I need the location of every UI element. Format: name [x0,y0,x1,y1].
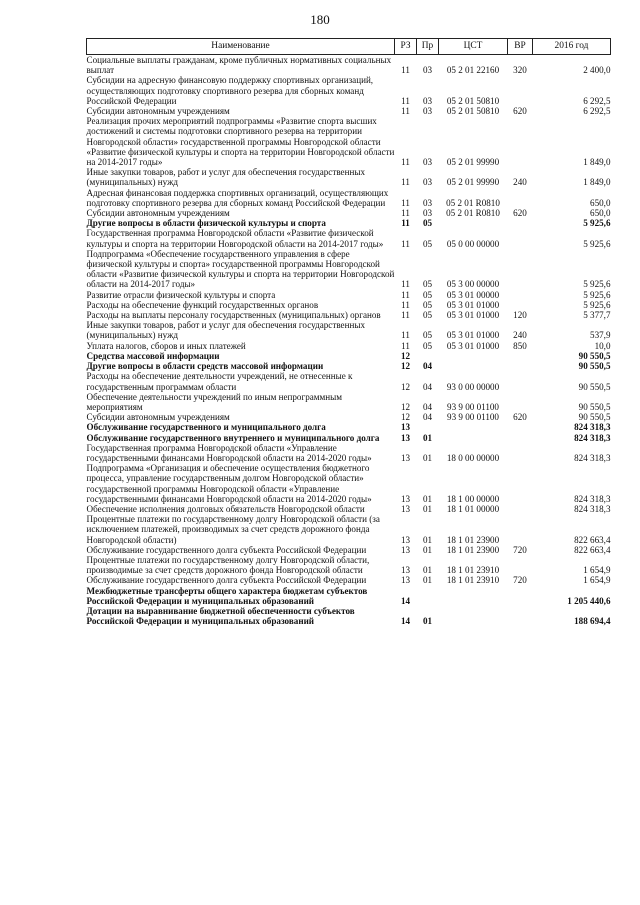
row-vr [508,392,533,412]
row-cst: 05 3 01 01000 [446,299,500,310]
row-pr: 05 [422,310,433,321]
header-sum: 2016 год [533,39,611,55]
row-amount: 2 400,0 [583,65,611,76]
table-row [87,606,611,626]
row-name: Процентные платежи по государственному долгу Новгородской области, производимые за счет средств дорожного фонда Новгородской области [86,554,370,576]
row-vr [508,443,533,463]
row-pr: 05 [422,238,433,249]
row-pr: 03 [422,177,433,188]
row-name: Расходы на выплаты персоналу государственных (муниципальных) органов [86,310,381,321]
row-cst: 18 1 01 23910 [446,575,500,586]
row-pr: 05 [422,330,433,341]
row-rz: 13 [400,565,411,576]
row-pr: 01 [422,565,433,576]
row-rz: 12 [400,381,411,392]
table-row [87,290,611,300]
row-cst: 05 2 01 50810 [446,95,500,106]
row-amount: 537,9 [590,330,611,341]
row-cst: 18 1 00 00000 [446,493,500,504]
row-pr: 01 [422,432,433,443]
row-name: Обслуживание государственного внутреннего и муниципального долга [86,432,380,443]
row-rz: 11 [401,95,410,106]
row-rz: 11 [401,238,410,249]
table-row [87,555,611,575]
row-cst [439,606,508,626]
row-pr: 04 [422,401,433,412]
table-row [87,412,611,422]
row-cst: 93 9 00 01100 [447,401,499,412]
row-vr: 240 [513,177,527,188]
row-cst: 05 3 01 00000 [446,289,500,300]
row-pr: 03 [422,157,433,168]
row-vr: 120 [513,310,527,321]
row-cst: 05 3 01 01000 [446,340,500,351]
row-cst [439,433,508,443]
row-name: Расходы на обеспечение функций государственных органов [86,299,319,310]
row-cst: 05 2 01 22160 [446,65,500,76]
page-number: 180 [310,12,330,27]
row-name: Уплата налогов, сборов и иных платежей [86,340,246,351]
row-amount: 822 663,4 [574,544,611,555]
row-rz: 11 [401,218,410,229]
row-cst: 05 0 00 00000 [446,238,500,249]
row-cst: 05 3 00 00000 [446,279,500,290]
table-row [87,351,611,361]
row-vr: 620 [513,106,527,117]
row-cst: 05 3 01 01000 [446,310,500,321]
row-amount: 1 205 440,6 [567,595,611,606]
row-vr: 620 [513,412,527,423]
row-rz: 11 [401,106,410,117]
table-row [87,545,611,555]
row-cst [439,586,508,606]
row-vr [508,351,533,361]
row-vr [508,422,533,432]
table-row [87,300,611,310]
row-pr: 05 [422,289,433,300]
row-rz: 11 [401,177,410,188]
row-name: Социальные выплаты гражданам, кроме публичных нормативных социальных выплат [86,55,392,76]
row-vr: 320 [513,65,527,76]
row-amount: 1 654,9 [583,565,611,576]
row-pr: 01 [422,452,433,463]
row-rz: 12 [400,401,411,412]
row-amount: 90 550,5 [578,401,611,412]
row-amount: 1 849,0 [583,177,611,188]
table-row [87,320,611,340]
row-rz: 11 [401,330,410,341]
row-cst: 05 3 01 01000 [446,330,500,341]
row-cst: 18 1 01 00000 [446,503,500,514]
row-rz: 11 [401,340,410,351]
row-name: Процентные платежи по государственному долгу Новгородской области (за исключением платежей, производимых за счет средств дорожного фонда Новгородской области) [86,514,380,545]
row-rz: 13 [400,452,411,463]
row-pr [417,586,439,606]
row-rz: 11 [401,208,410,219]
row-rz: 12 [400,412,411,423]
row-name: Подпрограмма «Обеспечение государственного управления в сфере физической культуры и спорта» государственной программы Новгородской области «Развитие физической культуры и спорта на территории Новгородской области на 2014-2017 годы» [86,248,395,290]
row-cst: 93 0 00 00000 [446,381,500,392]
row-rz: 13 [400,422,411,433]
row-vr: 720 [513,575,527,586]
table-row [87,586,611,606]
row-pr: 01 [422,503,433,514]
row-cst: 18 1 01 23900 [446,544,500,555]
row-name: Развитие отрасли физической культуры и спорта [86,289,276,300]
row-vr [508,361,533,371]
table-row [87,116,611,167]
row-name: Обеспечение деятельности учреждений по иным непрограммным мероприятиям [86,391,343,412]
row-vr [508,218,533,228]
row-name: Другие вопросы в области физической культуры и спорта [86,218,326,229]
budget-table [86,38,611,626]
table-row [87,167,611,187]
row-amount: 650,0 [590,208,611,219]
row-pr: 01 [422,575,433,586]
row-rz: 13 [400,432,411,443]
table-row [87,443,611,463]
header-vr: ВР [508,39,533,55]
row-amount: 822 663,4 [574,534,611,545]
row-name: Обслуживание государственного долга субъекта Российской Федерации [86,544,367,555]
table-row [87,422,611,432]
row-rz: 11 [401,299,410,310]
row-pr: 04 [422,381,433,392]
row-amount: 824 318,3 [574,452,611,463]
row-vr [508,371,533,391]
row-amount: 6 292,5 [583,106,611,117]
table-row [87,341,611,351]
row-amount: 5 925,6 [583,299,611,310]
row-pr: 05 [422,279,433,290]
row-cst: 05 2 01 99990 [446,157,500,168]
row-amount: 90 550,5 [578,412,611,423]
row-vr [508,116,533,167]
table-row [87,55,611,76]
row-pr: 01 [422,493,433,504]
table-row [87,310,611,320]
row-rz: 13 [400,503,411,514]
row-amount: 824 318,3 [574,422,611,433]
table-row [87,75,611,106]
row-vr [508,555,533,575]
row-vr [508,290,533,300]
row-vr [508,463,533,504]
row-pr: 03 [422,95,433,106]
row-vr [508,75,533,106]
table-row [87,433,611,443]
row-amount: 5 925,6 [583,218,611,229]
row-pr: 01 [422,616,433,627]
row-name: Обслуживание государственного долга субъекта Российской Федерации [86,575,367,586]
row-rz: 11 [401,279,410,290]
table-row [87,188,611,208]
row-cst [439,351,508,361]
row-amount: 650,0 [590,197,611,208]
row-amount: 10,0 [594,340,611,351]
row-amount: 1 654,9 [583,575,611,586]
row-amount: 5 925,6 [583,238,611,249]
row-vr [508,514,533,545]
row-vr: 720 [513,544,527,555]
row-rz: 14 [400,616,411,627]
row-name: Средства массовой информации [86,350,220,361]
row-name: Субсидии на адресную финансовую поддержку спортивных организаций, осуществляющих подготовку спортивного резерва для сборных команд Российской Федерации [86,75,374,106]
row-cst: 18 0 00 00000 [446,452,500,463]
row-cst [439,422,508,432]
row-name: Государственная программа Новгородской области «Развитие физической культуры и спорта на территории Новгородской области на 2014-2017 годы» [86,228,384,249]
row-vr [508,249,533,290]
table-row [87,249,611,290]
row-cst: 05 2 01 R0810 [446,197,500,208]
table-header-row [87,39,611,55]
row-rz: 11 [401,65,410,76]
row-rz: 11 [401,289,410,300]
table-row [87,218,611,228]
row-rz: 11 [401,157,410,168]
row-cst: 05 2 01 99990 [446,177,500,188]
row-pr: 03 [422,106,433,117]
row-vr [508,433,533,443]
row-vr [508,188,533,208]
table-row [87,228,611,248]
row-pr [417,351,439,361]
row-pr: 01 [422,534,433,545]
row-pr: 01 [422,544,433,555]
row-pr: 03 [422,197,433,208]
row-pr: 05 [422,340,433,351]
row-pr: 03 [422,65,433,76]
table-row [87,371,611,391]
row-pr: 04 [422,412,433,423]
row-name: Реализация прочих мероприятий подпрограммы «Развитие спорта высших достижений и системы подготовки спортивного резерва на территории Новгородской области» государственной программы Новгородской области «Развитие физической культуры и спорта на территории Новгородской области на 2014-2017 годы» [86,116,395,168]
row-rz: 13 [400,534,411,545]
header-rz: РЗ [395,39,417,55]
row-cst [439,218,508,228]
row-name: Расходы на обеспечение деятельности учреждений, не отнесенные к государственным программам области [86,371,353,392]
row-name: Подпрограмма «Организация и обеспечение осуществления бюджетного процесса, управление государственным долгом Новгородской области» государственной программы Новгородской области «Управление государственными финансами Новгородской области на 2014-2020 годы» [86,463,372,504]
table-row [87,361,611,371]
row-vr: 850 [513,340,527,351]
row-amount: 824 318,3 [574,503,611,514]
row-cst: 05 2 01 R0810 [446,208,500,219]
row-name: Субсидии автономным учреждениям [86,208,230,219]
row-name: Адресная финансовая поддержка спортивных организаций, осуществляющих подготовку спортивного резерва для сборных команд Российской Федерации [86,187,389,208]
table-row [87,504,611,514]
row-vr [508,606,533,626]
row-pr: 05 [422,218,433,229]
row-rz: 14 [400,595,411,606]
row-amount: 90 550,5 [578,350,611,361]
row-cst: 05 2 01 50810 [446,106,500,117]
row-rz: 13 [400,544,411,555]
row-amount: 90 550,5 [578,361,611,372]
row-vr [508,300,533,310]
row-pr [417,422,439,432]
row-rz: 11 [401,310,410,321]
row-vr: 620 [513,208,527,219]
row-amount: 5 377,7 [583,310,611,321]
table-row [87,208,611,218]
row-amount: 824 318,3 [574,432,611,443]
row-amount: 90 550,5 [578,381,611,392]
row-amount: 824 318,3 [574,493,611,504]
row-name: Межбюджетные трансферты общего характера бюджетам субъектов Российской Федерации и муниципальных образований [86,585,368,606]
row-vr [508,504,533,514]
row-name: Государственная программа Новгородской области «Управление государственными финансами Новгородской области на 2014-2020 годы» [86,442,372,463]
row-cst: 18 1 01 23910 [446,565,500,576]
row-pr: 03 [422,208,433,219]
table-row [87,575,611,585]
table-row [87,392,611,412]
row-pr: 04 [422,361,433,372]
row-cst: 93 9 00 01100 [447,412,499,423]
row-name: Субсидии автономным учреждениям [86,106,230,117]
row-amount: 5 925,6 [583,279,611,290]
header-cst: ЦСТ [439,39,508,55]
row-rz: 13 [400,575,411,586]
table-row [87,514,611,545]
row-name: Субсидии автономным учреждениям [86,412,230,423]
row-rz: 11 [401,197,410,208]
table-row [87,106,611,116]
row-amount: 1 849,0 [583,157,611,168]
row-vr: 240 [513,330,527,341]
row-amount: 5 925,6 [583,289,611,300]
row-rz: 12 [400,361,411,372]
row-cst [439,361,508,371]
row-name: Обслуживание государственного и муниципального долга [86,422,326,433]
table-row [87,463,611,504]
row-pr: 05 [422,299,433,310]
row-cst: 18 1 01 23900 [446,534,500,545]
row-name: Иные закупки товаров, работ и услуг для обеспечения государственных (муниципальных) нужд [86,167,365,188]
row-rz: 12 [400,350,411,361]
row-amount: 6 292,5 [583,95,611,106]
row-vr [508,586,533,606]
header-pr: Пр [417,39,439,55]
row-vr [508,228,533,248]
row-rz: 13 [400,493,411,504]
header-name: Наименование [87,39,395,55]
row-name: Дотации на выравнивание бюджетной обеспеченности субъектов Российской Федерации и муниципальных образований [86,605,355,627]
row-name: Обеспечение исполнения долговых обязательств Новгородской области [86,503,365,514]
row-name: Другие вопросы в области средств массовой информации [86,361,324,372]
row-amount: 188 694,4 [574,616,611,627]
row-name: Иные закупки товаров, работ и услуг для обеспечения государственных (муниципальных) нужд [86,320,365,341]
